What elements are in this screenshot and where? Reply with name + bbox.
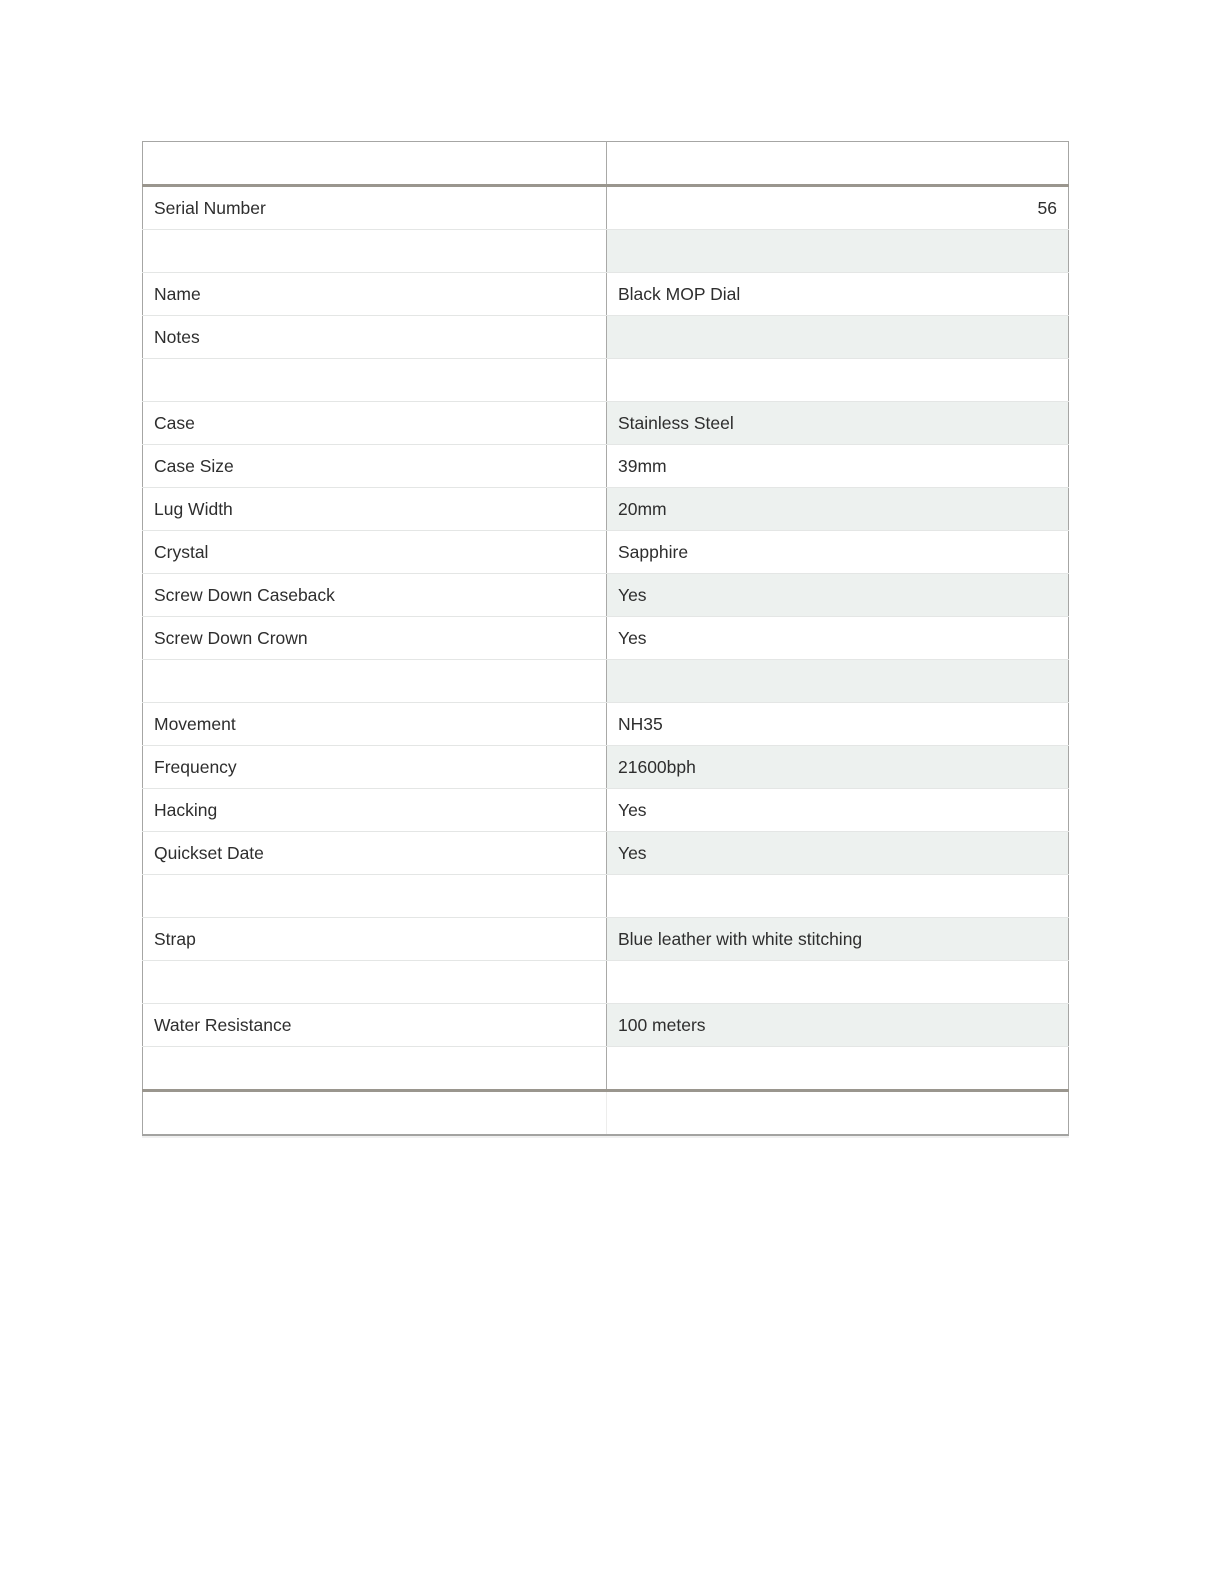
spec-label-cell: [143, 961, 607, 1004]
spec-table: [142, 141, 1069, 1136]
spec-value-cell: [607, 316, 1069, 359]
spec-value-cell: [607, 230, 1069, 273]
spec-label-cell: Screw Down Caseback: [143, 574, 607, 617]
spec-value-cell: [607, 875, 1069, 918]
spec-value-cell: 20mm: [607, 488, 1069, 531]
table-row: [143, 186, 1069, 230]
spec-value-cell: 100 meters: [607, 1004, 1069, 1047]
table-footer-row: [143, 1091, 1069, 1136]
spec-value-cell: Stainless Steel: [607, 402, 1069, 445]
table-row: [143, 230, 1069, 273]
spec-value-cell: [607, 359, 1069, 402]
spec-label-cell: Lug Width: [143, 488, 607, 531]
spec-value-cell: [607, 660, 1069, 703]
table-row: [143, 832, 1069, 875]
spec-label-cell: Strap: [143, 918, 607, 961]
spec-label-cell: Screw Down Crown: [143, 617, 607, 660]
spec-label-cell: Notes: [143, 316, 607, 359]
table-row: [143, 789, 1069, 832]
table-row: [143, 875, 1069, 918]
spec-value-cell: [607, 1047, 1069, 1091]
table-row: [143, 1047, 1069, 1091]
spec-label-cell: Frequency: [143, 746, 607, 789]
table-row: [143, 574, 1069, 617]
spec-value-cell: Yes: [607, 617, 1069, 660]
spec-label-cell: Crystal: [143, 531, 607, 574]
table-row: [143, 488, 1069, 531]
spec-label-cell: [143, 359, 607, 402]
footer-value-cell: [607, 1091, 1069, 1136]
spec-label-cell: Case Size: [143, 445, 607, 488]
spec-value-cell: [607, 961, 1069, 1004]
spec-label-cell: Serial Number: [143, 186, 607, 230]
spec-value-cell: 39mm: [607, 445, 1069, 488]
table-row: [143, 531, 1069, 574]
table-row: [143, 660, 1069, 703]
spec-label-cell: Hacking: [143, 789, 607, 832]
spec-value-cell: Blue leather with white stitching: [607, 918, 1069, 961]
spec-value-cell: 56: [607, 186, 1069, 230]
table-row: [143, 617, 1069, 660]
spec-label-cell: Movement: [143, 703, 607, 746]
spec-value-cell: Yes: [607, 574, 1069, 617]
spec-label-cell: [143, 660, 607, 703]
table-row: [143, 316, 1069, 359]
spec-value-cell: Yes: [607, 832, 1069, 875]
spec-label-cell: [143, 230, 607, 273]
spec-label-cell: Name: [143, 273, 607, 316]
spec-value-cell: Yes: [607, 789, 1069, 832]
spec-value-cell: Sapphire: [607, 531, 1069, 574]
spec-value-cell: NH35: [607, 703, 1069, 746]
table-row: [143, 359, 1069, 402]
spec-value-cell: Black MOP Dial: [607, 273, 1069, 316]
table-row: [143, 961, 1069, 1004]
table-row: [143, 1004, 1069, 1047]
table-row: [143, 402, 1069, 445]
table-row: [143, 918, 1069, 961]
table-row: [143, 703, 1069, 746]
spec-value-cell: 21600bph: [607, 746, 1069, 789]
spec-table-body: [143, 142, 1069, 1136]
table-header-row: [143, 142, 1069, 186]
header-value-cell: [607, 142, 1069, 186]
spec-label-cell: Water Resistance: [143, 1004, 607, 1047]
spec-label-cell: [143, 875, 607, 918]
table-row: [143, 746, 1069, 789]
table-row: [143, 273, 1069, 316]
spec-label-cell: [143, 1047, 607, 1091]
header-label-cell: [143, 142, 607, 186]
spec-label-cell: Quickset Date: [143, 832, 607, 875]
table-row: [143, 445, 1069, 488]
spec-label-cell: Case: [143, 402, 607, 445]
footer-label-cell: [143, 1091, 607, 1136]
